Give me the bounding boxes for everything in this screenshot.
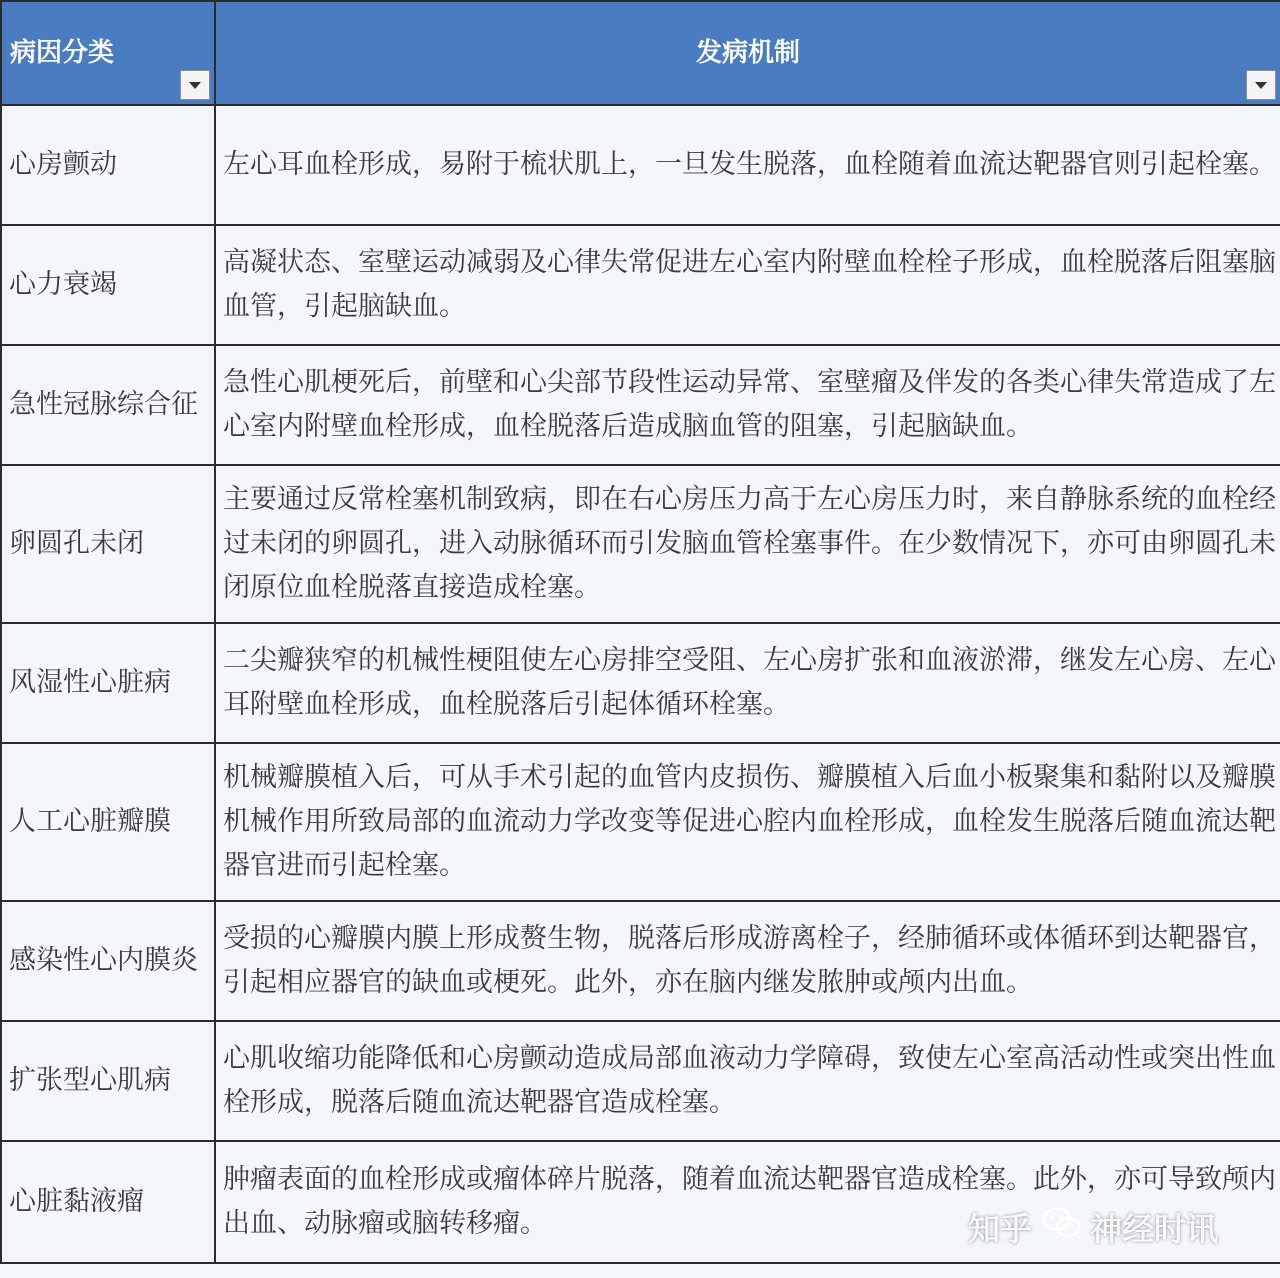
mechanism-cell[interactable]: 左心耳血栓形成，易附于梳状肌上，一旦发生脱落，血栓随着血流达靶器官则引起栓塞。 <box>215 105 1280 225</box>
chevron-down-icon <box>188 81 202 90</box>
table-row <box>1 105 1280 225</box>
mechanism-cell[interactable]: 急性心肌梗死后，前壁和心尖部节段性运动异常、室壁瘤及伴发的各类心律失常造成了左心室内附壁血栓形成，血栓脱落后造成脑血管的阻塞，引起脑缺血。 <box>215 345 1280 465</box>
filter-dropdown-button-mechanism[interactable] <box>1246 70 1276 100</box>
chevron-down-icon <box>1254 81 1268 90</box>
category-cell[interactable]: 急性冠脉综合征 <box>1 345 215 465</box>
table-row <box>1 345 1280 465</box>
table-row <box>1 623 1280 743</box>
mechanism-cell[interactable]: 肿瘤表面的血栓形成或瘤体碎片脱落，随着血流达靶器官造成栓塞。此外，亦可导致颅内出血、动脉瘤或脑转移瘤。 <box>215 1141 1280 1263</box>
table-row <box>1 901 1280 1021</box>
filter-dropdown-button-category[interactable] <box>180 70 210 100</box>
header-row <box>1 1 1280 105</box>
mechanism-cell[interactable]: 二尖瓣狭窄的机械性梗阻使左心房排空受阻、左心房扩张和血液淤滞，继发左心房、左心耳附壁血栓形成，血栓脱落后引起体循环栓塞。 <box>215 623 1280 743</box>
category-cell[interactable]: 风湿性心脏病 <box>1 623 215 743</box>
category-cell[interactable]: 心力衰竭 <box>1 225 215 345</box>
mechanism-cell[interactable]: 受损的心瓣膜内膜上形成赘生物，脱落后形成游离栓子，经肺循环或体循环到达靶器官，引起相应器官的缺血或梗死。此外，亦在脑内继发脓肿或颅内出血。 <box>215 901 1280 1021</box>
mechanism-cell[interactable]: 主要通过反常栓塞机制致病，即在右心房压力高于左心房压力时，来自静脉系统的血栓经过未闭的卵圆孔，进入动脉循环而引发脑血管栓塞事件。在少数情况下，亦可由卵圆孔未闭原位血栓脱落直接造成栓塞。 <box>215 465 1280 623</box>
table-row <box>1 465 1280 623</box>
watermark-site: 知乎 <box>968 1210 1033 1248</box>
category-cell[interactable]: 心脏黏液瘤 <box>1 1141 215 1263</box>
column-header-category-label: 病因分类 <box>10 38 115 68</box>
table-row <box>1 1141 1280 1263</box>
column-header-mechanism-label: 发病机制 <box>695 38 800 68</box>
column-header-mechanism <box>215 1 1280 105</box>
watermark-account: 神经时讯 <box>1090 1210 1219 1248</box>
mechanism-cell[interactable]: 高凝状态、室壁运动减弱及心律失常促进左心室内附壁血栓栓子形成，血栓脱落后阻塞脑血管，引起脑缺血。 <box>215 225 1280 345</box>
category-cell[interactable]: 心房颤动 <box>1 105 215 225</box>
category-cell[interactable]: 扩张型心肌病 <box>1 1021 215 1141</box>
category-cell[interactable]: 感染性心内膜炎 <box>1 901 215 1021</box>
category-cell[interactable]: 卵圆孔未闭 <box>1 465 215 623</box>
table-row <box>1 225 1280 345</box>
column-header-category <box>1 1 215 105</box>
table-row <box>1 743 1280 901</box>
mechanism-cell[interactable]: 机械瓣膜植入后，可从手术引起的血管内皮损伤、瓣膜植入后血小板聚集和黏附以及瓣膜机械作用所致局部的血流动力学改变等促进心腔内血栓形成，血栓发生脱落后随血流达靶器官进而引起栓塞。 <box>215 743 1280 901</box>
category-cell[interactable]: 人工心脏瓣膜 <box>1 743 215 901</box>
table-row <box>1 1021 1280 1141</box>
mechanism-cell[interactable]: 心肌收缩功能降低和心房颤动造成局部血液动力学障碍，致使左心室高活动性或突出性血栓形成，脱落后随血流达靶器官造成栓塞。 <box>215 1021 1280 1141</box>
